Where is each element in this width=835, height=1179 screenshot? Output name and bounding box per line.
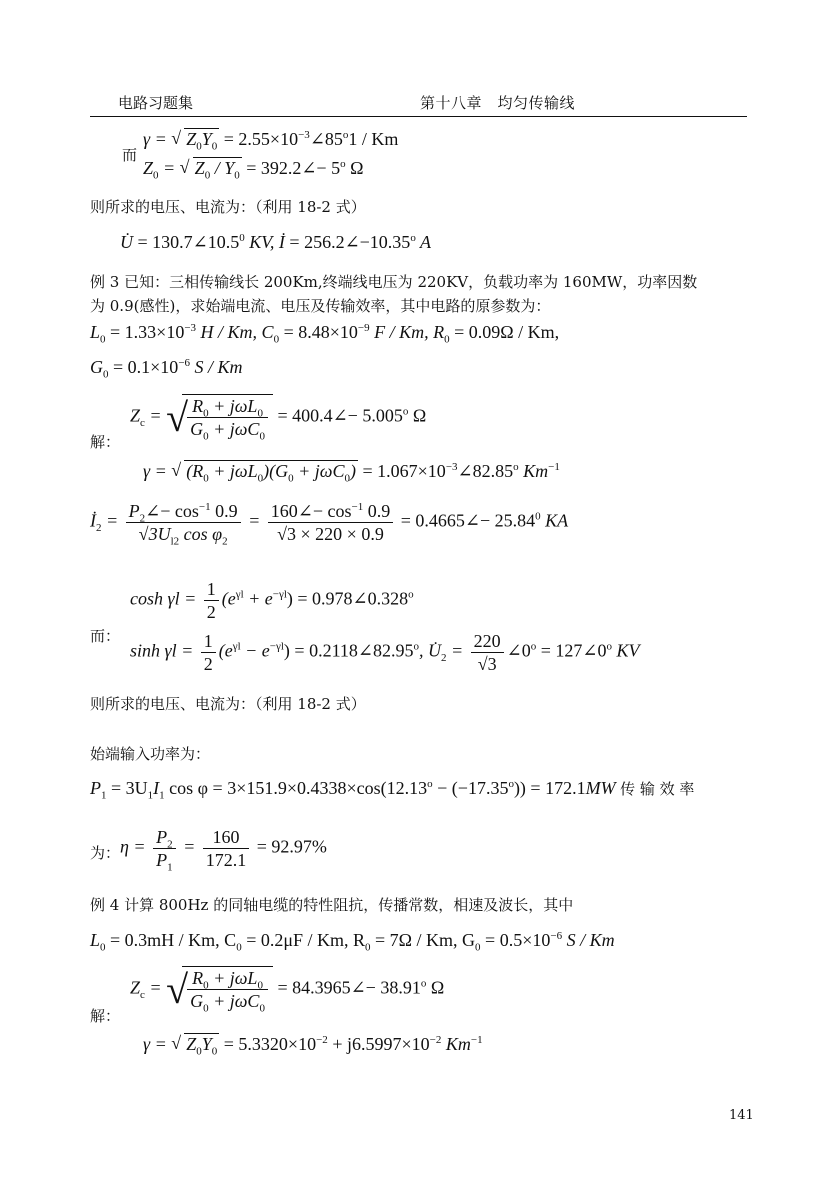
- label-er-colon: 而：: [90, 627, 121, 645]
- page-number: 141: [729, 1108, 754, 1123]
- header-chapter-title: 第十八章 均匀传输线: [420, 94, 576, 112]
- header-book-title: 电路习题集: [118, 94, 194, 112]
- eq-ex4-params: $L_0 = 0.3mH / Km$, $C_0 = 0.2\mu F / Km$, $R_0 = 7\Omega / Km$, $G_0 = 0.5\times 10^{-6}$ S / Km: [90, 930, 615, 954]
- label-wei: 为：: [90, 844, 121, 862]
- eq-sinh-u2: sinh γl = $\frac{1}{2}$ $(e^{\gamma l} - e^{-\gamma l})$ = $0.2118\angle 82.95^o$, $U̇_2$ = $\frac{220}{√3}$ ∠0$^o$ = $127\angle 0^o$ KV: [130, 631, 640, 674]
- eq-voltage-current: U̇ = $130.7\angle 10.5^0$ KV, İ = $256.2\angle-10.35^o$ A: [120, 232, 431, 252]
- eq-z0: $Z_0$ = √ $Z_0 / Y_0$ = 392.2∠− $5^o$ Ω: [143, 157, 364, 182]
- eq-gamma-2: γ = √ $(R_0 + j\omega L_0)(G_0 + j\omega C_0)$ = $1.067\times 10^{-3}\angle 82.85^o$ $Km^{-1}$: [143, 460, 560, 485]
- text-start-power: 始端输入功率为：: [90, 745, 211, 763]
- text-result-intro: 则所求的电压、电流为：（利用 18-2 式）: [90, 198, 366, 216]
- eq-power-p1: $P_1 = 3U_1I_1$ $\cos \varphi = 3\times 151.9\times 0.4338\times\cos(12.13^o - (-17.35^o)) = 172.1MW$ 传 输 效 率: [90, 778, 695, 802]
- text-transmission: 传 输 效 率: [620, 780, 695, 798]
- page-header: [90, 92, 747, 117]
- label-er: 而: [122, 146, 138, 164]
- eq-line-params-1: $L_0 = 1.33\times 10^{-3}$ H / Km, $C_0 = 8.48\times 10^{-9}$ F / Km, $R_0 = 0.09\Omega / Km$,: [90, 322, 560, 346]
- eq-current-i2: $İ_2$ = $\frac{P_2\angle- \cos^{-1} 0.9}{√3U_{l2} \cos \varphi_2}$ = $\frac{160\angle- \cos^{-1} 0.9}{√3 \times 220 \times 0.9}$ = 0.4665∠− $25.84^0$ KA: [90, 501, 569, 548]
- example-4-line-1: 例 4 计算 800Hz 的同轴电缆的特性阻抗，传播常数，相速及波长，其中: [90, 896, 574, 914]
- example-3-line-1: 例 3 已知：三相传输线长 200Km,终端线电压为 220KV，负载功率为 160MW，功率因数: [90, 273, 698, 291]
- label-solution: 解：: [90, 433, 121, 451]
- label-solution-2: 解：: [90, 1007, 121, 1025]
- eq-zc-2: $Z_c$ = √ $\frac{R_0 + j\omega L_0}{G_0 + j\omega C_0}$ = 84.3965∠− $38.91^o$ Ω: [130, 967, 445, 1015]
- text-result-intro-2: 则所求的电压、电流为：（利用 18-2 式）: [90, 695, 366, 713]
- eq-zc: $Z_c$ = √ $\frac{R_0 + j\omega L_0}{G_0 + j\omega C_0}$ = 400.4∠− $5.005^o$ Ω: [130, 395, 427, 443]
- eq-cosh: cosh γl = $\frac{1}{2}$ $(e^{\gamma l} + e^{-\gamma l})$ = $0.978\angle 0.328^o$: [130, 579, 414, 622]
- eq-line-params-2: $G_0 = 0.1\times 10^{-6}$ S / Km: [90, 357, 243, 381]
- example-3-line-2: 为 0.9(感性)，求始端电流、电压及传输效率，其中电路的原参数为：: [90, 297, 551, 315]
- eq-gamma-3: γ = √ $Z_0Y_0 = 5.3320\times 10^{-2} + j6.5997\times 10^{-2}$ $Km^{-1}$: [143, 1033, 483, 1058]
- eq-gamma-1: γ = √ $Z_0Y_0$ = $2.55\times 10^{-3}\angle 85^o1 / Km$: [143, 128, 399, 153]
- eq-efficiency: η = $\frac{P_2}{P_1}$ = $\frac{160}{172.1}$ = 92.97%: [120, 827, 327, 874]
